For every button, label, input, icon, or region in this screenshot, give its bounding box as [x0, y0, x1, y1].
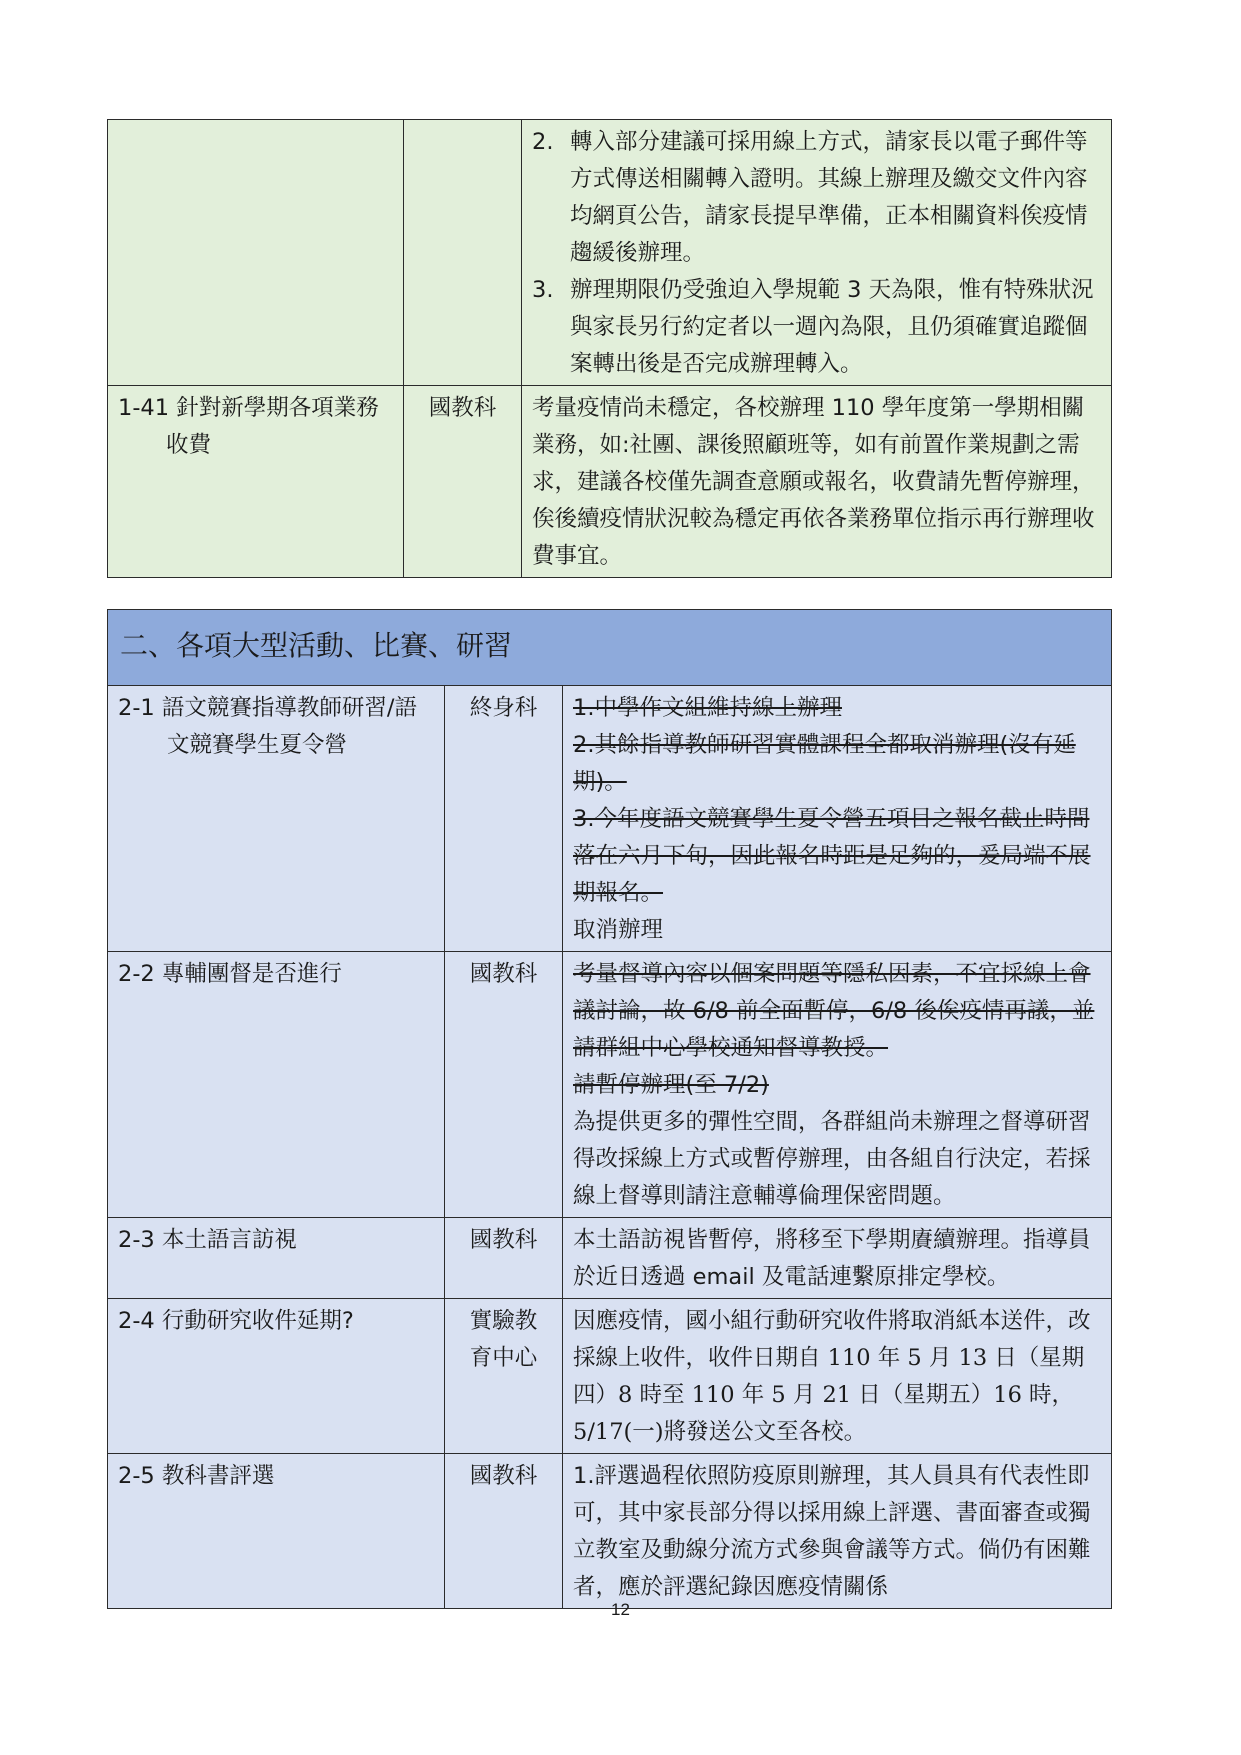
- dept-cell: 國教科: [404, 386, 522, 578]
- table-row: [108, 1218, 1112, 1299]
- table-row: [108, 1454, 1112, 1609]
- numbered-list: [532, 124, 1101, 383]
- dept-cell: [404, 120, 522, 386]
- table-continuation: [107, 119, 1112, 578]
- struck-text: 考量督導內容以個案問題等隱私因素，不宜採線上會議討論，故 6/8 前全面暫停，6/8 後俟疫情再議，並請群組中心學校通知督導教授。: [573, 961, 1095, 1061]
- item-cell: 2-4 行動研究收件延期?: [108, 1299, 445, 1454]
- struck-text: 2.其餘指導教師研習實體課程全都取消辦理(沒有延期)。: [573, 732, 1076, 795]
- content-cell: 1.評選過程依照防疫原則辦理，其人員具有代表性即可，其中家長部分得以採用線上評選、書面審查或獨立教室及動線分流方式參與會議等方式。倘仍有困難者，應於評選紀錄因應疫情關係: [563, 1454, 1112, 1609]
- note-text: 為提供更多的彈性空間，各群組尚未辦理之督導研習得改採線上方式或暫停辦理，由各組自行決定，若採線上督導則請注意輔導倫理保密問題。: [573, 1109, 1091, 1209]
- list-item: 2. 轉入部分建議可採用線上方式，請家長以電子郵件等方式傳送相關轉入證明。其線上辦理及繳交文件內容均網頁公告，請家長提早準備，正本相關資料俟疫情趨緩後辦理。: [532, 129, 1088, 266]
- dept-cell: 國教科: [445, 1218, 563, 1299]
- content-cell: 因應疫情，國小組行動研究收件將取消紙本送件，改採線上收件，收件日期自 110 年 5 月 13 日（星期四）8 時至 110 年 5 月 21 日（星期五）16 時，5/17(一)將發送公文至各校。: [563, 1299, 1112, 1454]
- section-header-row: [108, 610, 1112, 686]
- table-row: [108, 952, 1112, 1218]
- list-item: 3. 辦理期限仍受強迫入學規範 3 天為限，惟有特殊狀況與家長另行約定者以一週內為限，且仍須確實追蹤個案轉出後是否完成辦理轉入。: [532, 277, 1094, 377]
- content-cell: [563, 952, 1112, 1218]
- struck-text: 請暫停辦理(至 7/2): [573, 1072, 769, 1098]
- dept-cell: 終身科: [445, 686, 563, 952]
- item-cell: 2-1 語文競賽指導教師研習/語文競賽學生夏令營: [108, 686, 445, 952]
- table-row: [108, 686, 1112, 952]
- note-text: 取消辦理: [573, 917, 664, 943]
- section-title: 二、各項大型活動、比賽、研習: [108, 610, 1112, 686]
- content-cell: 本土語訪視皆暫停，將移至下學期賡續辦理。指導員於近日透過 email 及電話連繫原排定學校。: [563, 1218, 1112, 1299]
- item-cell: [108, 120, 404, 386]
- item-cell: 2-5 教科書評選: [108, 1454, 445, 1609]
- table-row: [108, 1299, 1112, 1454]
- table-activities: [107, 609, 1112, 1609]
- table-row: [108, 120, 1112, 386]
- content-cell: [563, 686, 1112, 952]
- table-row: [108, 386, 1112, 578]
- item-cell: 1-41 針對新學期各項業務收費: [108, 386, 404, 578]
- dept-cell: 國教科: [445, 1454, 563, 1609]
- dept-cell: 國教科: [445, 952, 563, 1218]
- page-number: 12: [611, 1600, 630, 1619]
- struck-text: 3.今年度語文競賽學生夏令營五項目之報名截止時間落在六月下旬，因此報名時距是足夠的，爰局端不展期報名。: [573, 806, 1091, 906]
- struck-text: 1.中學作文組維持線上辦理: [573, 695, 842, 721]
- dept-cell: 實驗教育中心: [445, 1299, 563, 1454]
- content-cell: 考量疫情尚未穩定，各校辦理 110 學年度第一學期相關業務，如:社團、課後照顧班等，如有前置作業規劃之需求，建議各校僅先調查意願或報名，收費請先暫停辦理，俟後續疫情狀況較為穩定再依各業務單位指示再行辦理收費事宜。: [522, 386, 1112, 578]
- item-cell: 2-3 本土語言訪視: [108, 1218, 445, 1299]
- item-cell: 2-2 專輔團督是否進行: [108, 952, 445, 1218]
- content-cell: [522, 120, 1112, 386]
